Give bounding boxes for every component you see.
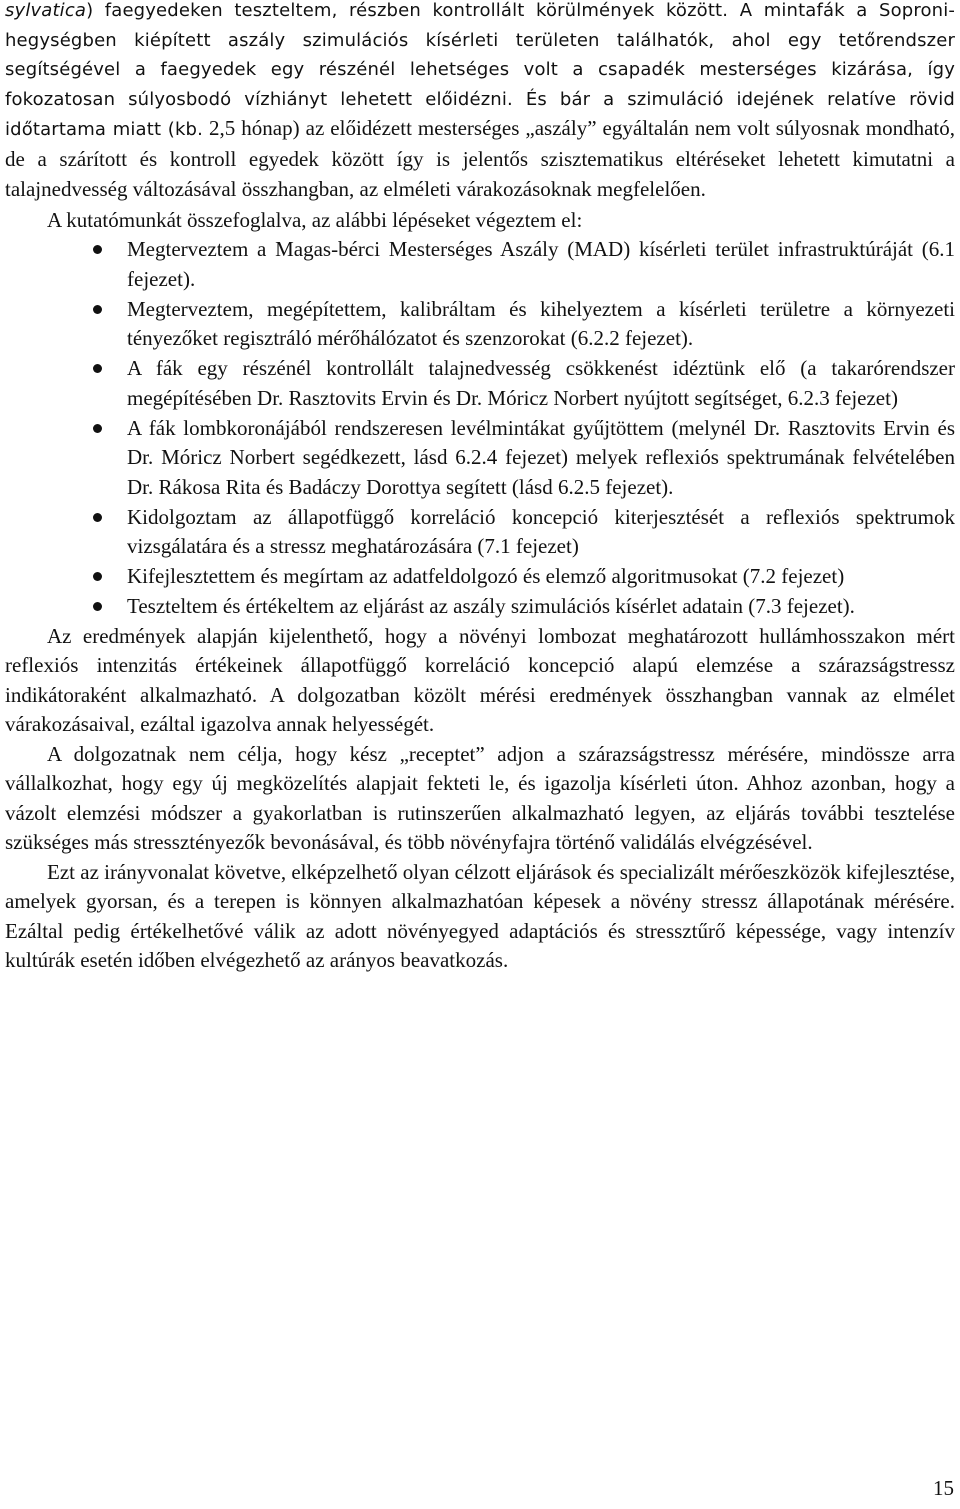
bullet-icon (93, 513, 102, 522)
list-item-text: Megterveztem a Magas-bérci Mesterséges Aszály (MAD) kísérleti terület infrastruktúráját (6.1 fejezet). (127, 237, 955, 291)
list-item-text: Kidolgoztam az állapotfüggő korreláció koncepció kiterjesztését a reflexiós spektrumok vizsgálatára és a stressz meghatározására (7.1 fejezet) (127, 504, 955, 558)
bullet-icon (93, 572, 102, 581)
list-item-text: A fák egy részénél kontrollált talajnedvesség csökkenést idéztünk elő (a takarórendszer megépítésében Dr. Rasztovits Ervin és Dr. Móricz Norbert nyújtott segítséget, 6.2.3 fejezet) (127, 356, 955, 410)
list-item (5, 354, 955, 413)
summary-intro: A kutatómunkát összefoglalva, az alábbi lépéseket végeztem el: (47, 207, 583, 232)
list-item-text: A fák lombkoronájából rendszeresen levélmintákat gyűjtöttem (melynél Dr. Rasztovits Ervin és Dr. Móricz Norbert segédkezett, lásd 6.2.4 fejezet) melyek reflexiós spektrumának felvételében Dr. Rákosa Rita és Badáczy Dorottya segített (lásd 6.2.5 fejezet). (127, 415, 955, 499)
bullet-icon (93, 364, 102, 373)
page-number: 15 (933, 1476, 954, 1500)
list-item-text: Kifejlesztettem és megírtam az adatfeldolgozó és elemző algoritmusokat (7.2 fejezet) (127, 564, 845, 588)
aims-paragraph: A dolgozatnak nem célja, hogy kész „receptet” adjon a szárazságstressz mérésére, mindössze arra vállalkozhat, hogy egy új megközelítés alapjait fekteti le, és igazolja kísérleti úton. Ahhoz azonban, hogy a vázolt elemzési módszer a gyakorlatban is rutinszerűen alkalmazható legyen, az eljárás további tesztelése szükséges más stressztényezők bevonásával, és több növényfajra történő validálás elvégzésével. (5, 741, 955, 854)
bullet-icon (93, 602, 102, 611)
outlook-paragraph: Ezt az irányvonalat követve, elképzelhető olyan célzott eljárások és specializált mérőeszközök kifejlesztése, amelyek gyorsan, és a terepen is könnyen alkalmazhatóan képesek a növény stressz állapotának mérésére. Ezáltal pedig értékelhetővé válik az adott növényegyed adaptációs és stressztűrő képessége, vagy intenzív kultúrák esetén időben elvégezhető az arányos beavatkozás. (5, 859, 955, 972)
list-item-text: Megterveztem, megépítettem, kalibráltam és kihelyeztem a kísérleti területre a környezeti tényezőket regisztráló mérőhálózatot és szenzorokat (6.2.2 fejezet). (127, 296, 955, 350)
bullet-icon (93, 245, 102, 254)
list-item (5, 414, 955, 503)
results-paragraph: Az eredmények alapján kijelenthető, hogy a növényi lombozat meghatározott hullámhosszakon mért reflexiós intenzitás értékeinek állapotfüggő korreláció koncepció alapú elemzése a szárazságstressz indikátoraként alkalmazható. A dolgozatban közölt mérési eredmények összhangban vannak az elmélet várakozásaival, ezáltal igazolva annak helyességét. (5, 623, 955, 736)
document-page (5, 0, 955, 976)
list-item (5, 562, 955, 592)
bullet-icon (93, 424, 102, 433)
intro-serif-text: 2,5 hónap) az előidézett mesterséges „aszály” egyáltalán nem volt súlyosnak mondható, de a szárított és kontroll egyedek között így is jelentős szisztematikus eltéréseket lehetett kimutatni a talajnedvesség változásával összhangban, az elméleti várakozásoknak megfelelően. (5, 116, 955, 201)
list-item-text: Teszteltem és értékeltem az eljárást az aszály szimulációs kísérlet adatain (7.3 fejezet). (127, 594, 855, 618)
intro-sans-text: ) faegyedeken teszteltem, részben kontrollált körülmények között. A mintafák a Soproni-hegységben kiépített aszály szimulációs kísérleti területen találhatók, ahol egy tetőrendszer segítségével a faegyedek egy részénél lehetséges volt a csapadék mesterséges kizárása, így fokozatosan súlyosbodó vízhiányt lehetett előidézni. És bár a szimuláció idejének relatíve rövid időtartama miatt (kb. (5, 0, 955, 140)
list-item (5, 592, 955, 622)
list-item (5, 503, 955, 562)
steps-list (5, 235, 955, 622)
intro-paragraph (5, 0, 955, 206)
list-item (5, 295, 955, 354)
bullet-icon (93, 305, 102, 314)
species-name: sylvatica (5, 0, 87, 21)
list-item (5, 235, 955, 294)
